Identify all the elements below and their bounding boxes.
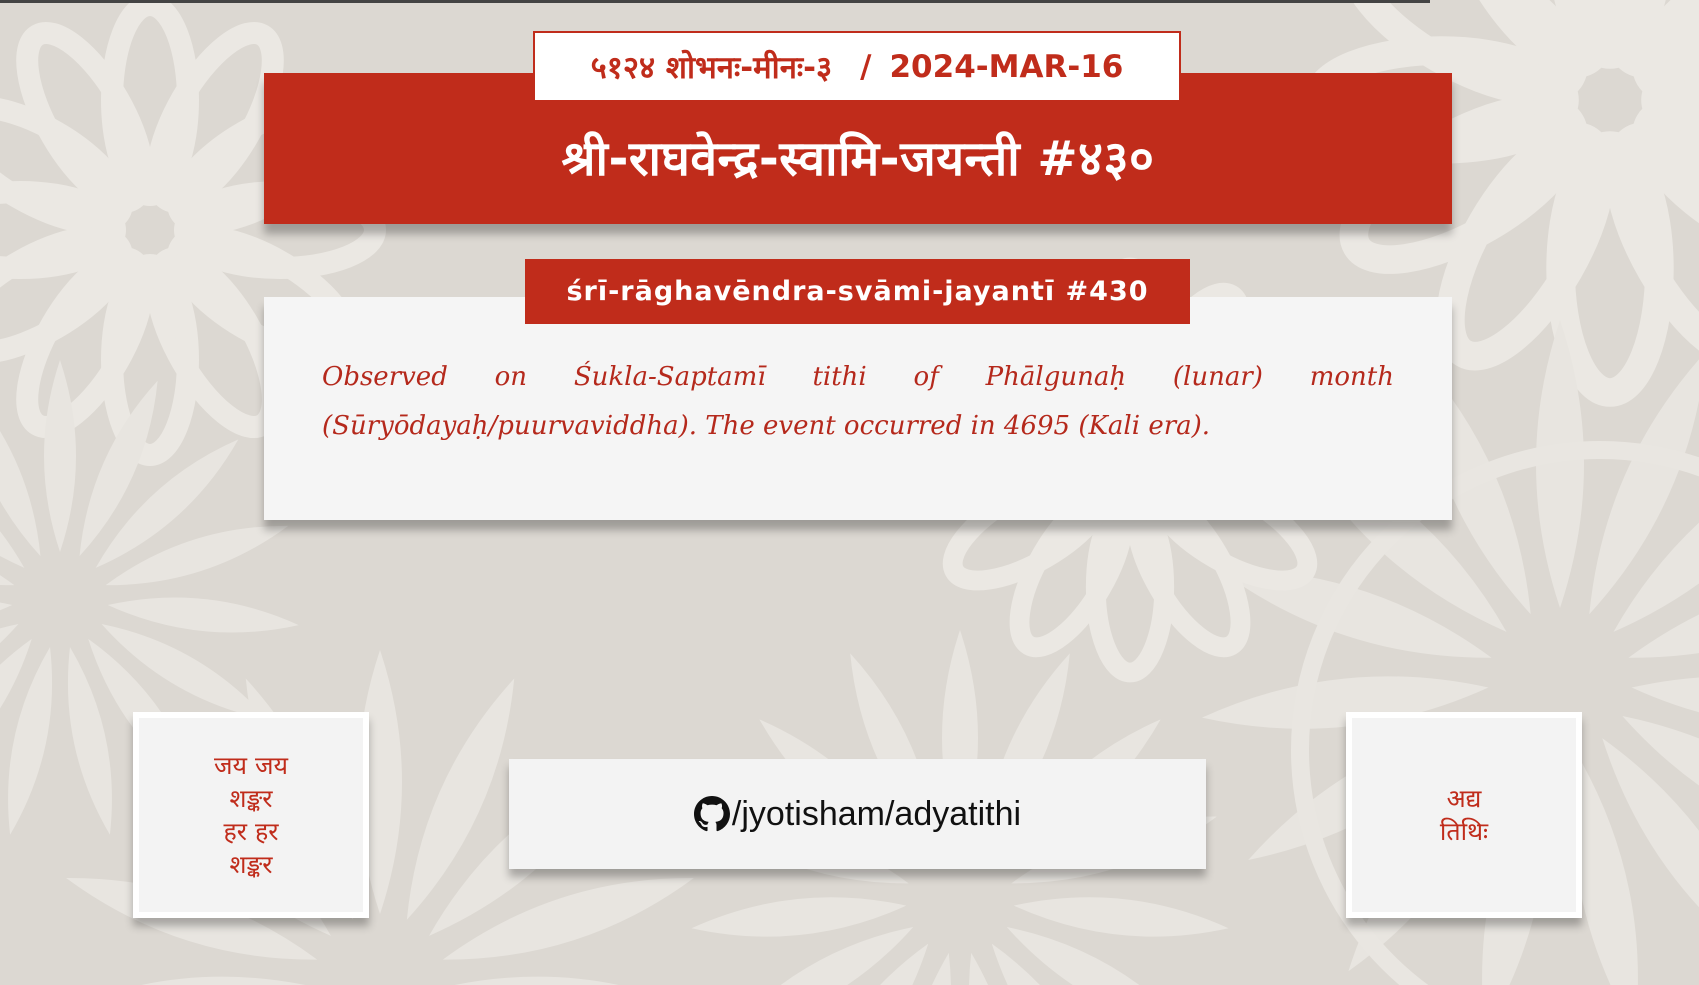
page-title: श्री-राघवेन्द्र-स्वामि-जयन्ती #४३० xyxy=(561,131,1155,187)
event-description: Observed on Śukla-Saptamī tithi of Phālgunaḥ (lunar) month (Sūryōdayaḥ/puurvaviddha). The event occurred in 4695 (Kali era). xyxy=(322,362,1394,441)
blessing-line: हर हर xyxy=(223,817,279,846)
github-icon xyxy=(694,796,730,832)
github-link[interactable] xyxy=(509,759,1206,869)
github-link-text[interactable]: /jyotisham/adyatithi xyxy=(731,794,1022,833)
left-blessing-box xyxy=(133,712,369,918)
gregorian-date-label: 2024-MAR-16 xyxy=(889,48,1124,85)
right-label-box xyxy=(1346,712,1582,918)
date-tab xyxy=(533,31,1181,102)
samvat-tithi-label: ५१२४ शोभनः-मीनः-३ xyxy=(590,49,833,86)
blessing-line: शङ्कर xyxy=(229,850,273,879)
date-separator: / xyxy=(860,48,872,85)
transliterated-title: śrī-rāghavēndra-svāmi-jayantī #430 xyxy=(525,259,1190,324)
top-border-line xyxy=(0,0,1430,3)
description-card xyxy=(264,297,1452,520)
blessing-line: जय जय xyxy=(213,751,289,780)
blessing-line: शङ्कर xyxy=(229,784,273,813)
label-line: अद्य xyxy=(1446,784,1482,813)
label-line: तिथिः xyxy=(1439,817,1489,846)
